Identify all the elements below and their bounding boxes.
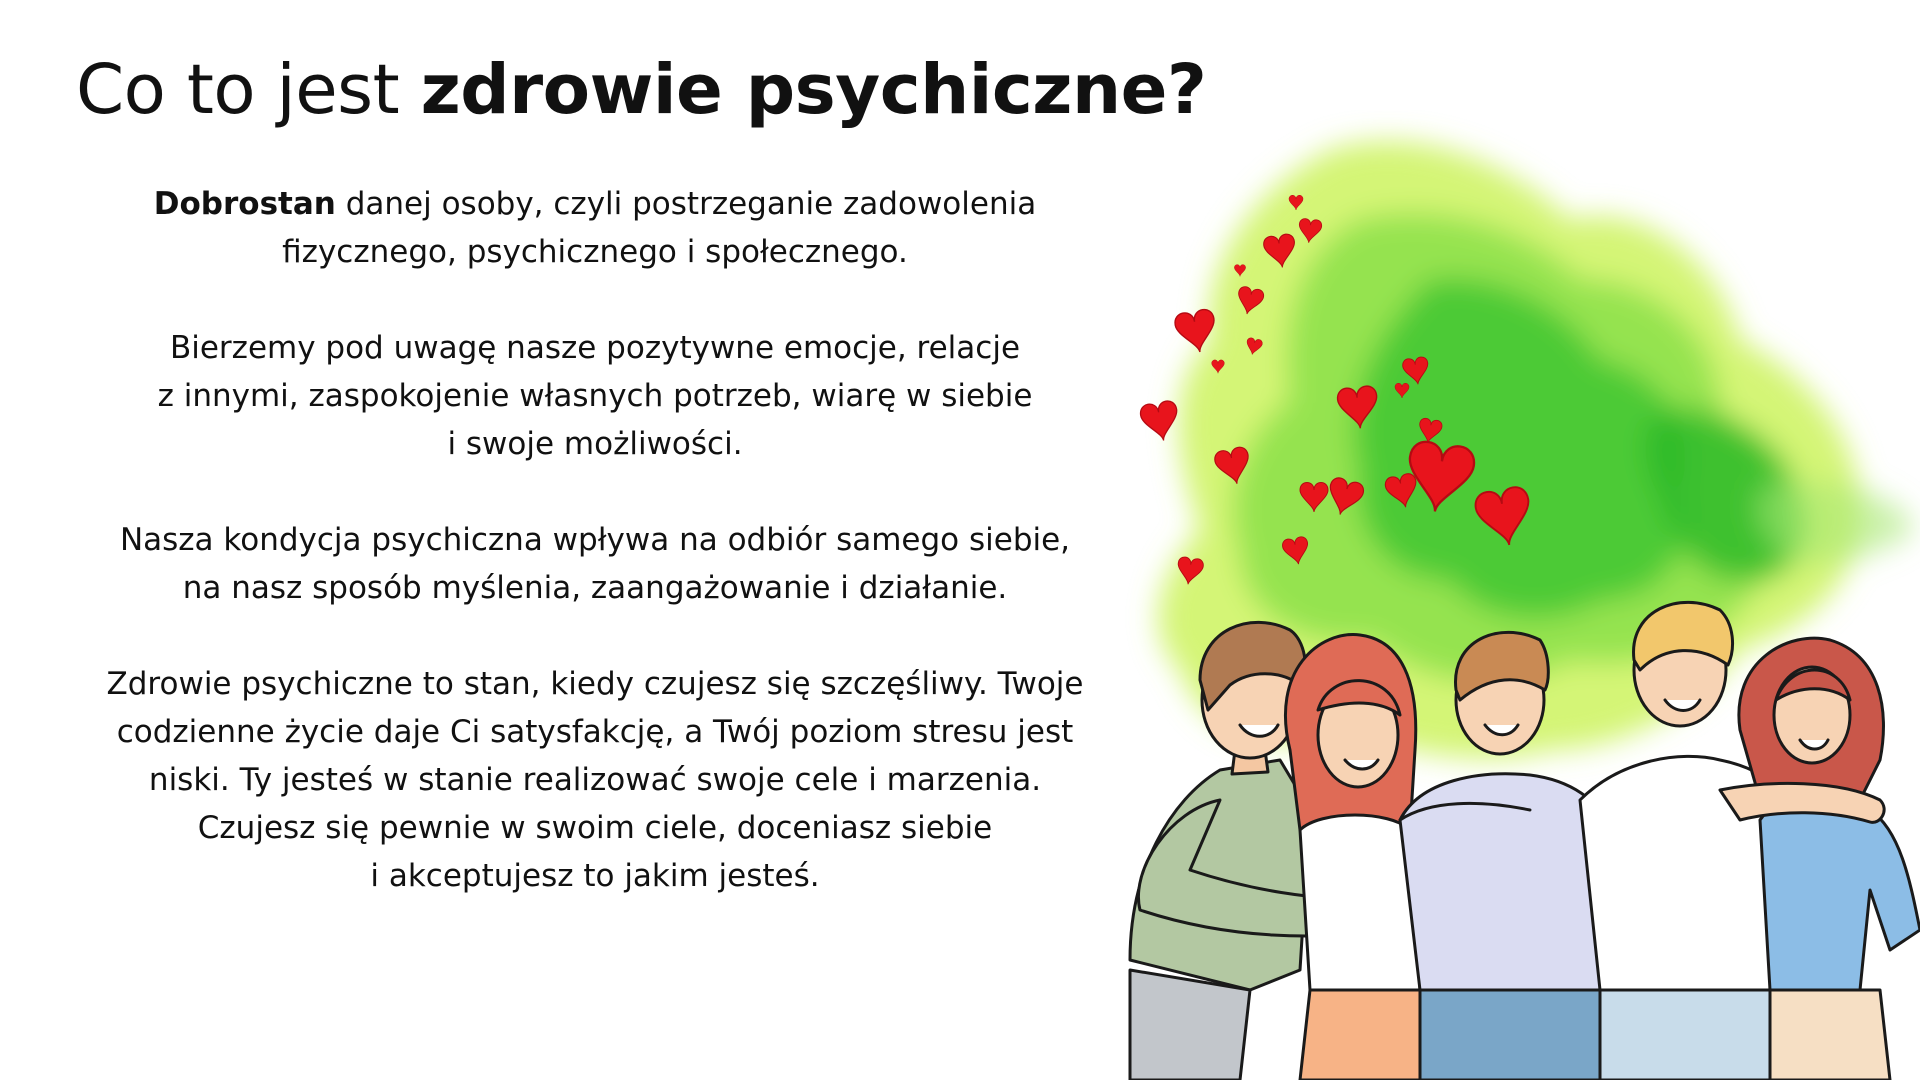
person-2-legs — [1300, 990, 1420, 1080]
paragraph-line: na nasz sposób myślenia, zaangażowanie i działanie. — [182, 570, 1008, 606]
paragraph-line: z innymi, zaspokojenie własnych potrzeb, wiarę w siebie — [157, 378, 1033, 414]
person-4-legs — [1600, 990, 1780, 1080]
paragraph-condition — [80, 516, 1110, 612]
paragraph-line: niski. Ty jesteś w stanie realizować swoje cele i marzenia. — [148, 762, 1042, 798]
paragraph-line: Czujesz się pewnie w swoim ciele, doceniasz siebie — [197, 810, 993, 846]
slide-title — [76, 48, 1206, 132]
paragraph-line: Nasza kondycja psychiczna wpływa na odbiór samego siebie, — [119, 522, 1071, 558]
paragraph-line: codzienne życie daje Ci satysfakcję, a Twój poziom stresu jest — [116, 714, 1074, 750]
title-regular: Co to jest — [76, 50, 421, 130]
person-5-torso — [1760, 796, 1920, 990]
paragraph-line: fizycznego, psychicznego i społecznego. — [282, 234, 908, 270]
paragraph-line: Bierzemy pod uwagę nasze pozytywne emocje, relacje — [169, 330, 1021, 366]
body-text — [80, 180, 1110, 948]
paragraph-line: Zdrowie psychiczne to stan, kiedy czujesz się szczęśliwy. Twoje — [106, 666, 1084, 702]
bold-term: Dobrostan — [153, 186, 336, 222]
title-bold: zdrowie psychiczne? — [420, 50, 1207, 130]
friends-group — [1130, 602, 1920, 1080]
paragraph-line: i akceptujesz to jakim jesteś. — [370, 858, 820, 894]
line-rest: danej osoby, czyli postrzeganie zadowolenia — [335, 186, 1037, 222]
person-1-legs — [1130, 970, 1250, 1080]
paragraph-definition — [80, 660, 1110, 900]
paragraph-emotions — [80, 324, 1110, 468]
person-3-legs — [1420, 990, 1600, 1080]
friends-illustration — [1100, 110, 1920, 1080]
person-5-legs — [1770, 990, 1890, 1080]
paragraph-line — [80, 180, 1110, 228]
paragraph-line: i swoje możliwości. — [447, 426, 743, 462]
illustration — [1100, 110, 1920, 1080]
paragraph-dobrostan — [80, 180, 1110, 276]
heart-icon — [1139, 400, 1182, 444]
